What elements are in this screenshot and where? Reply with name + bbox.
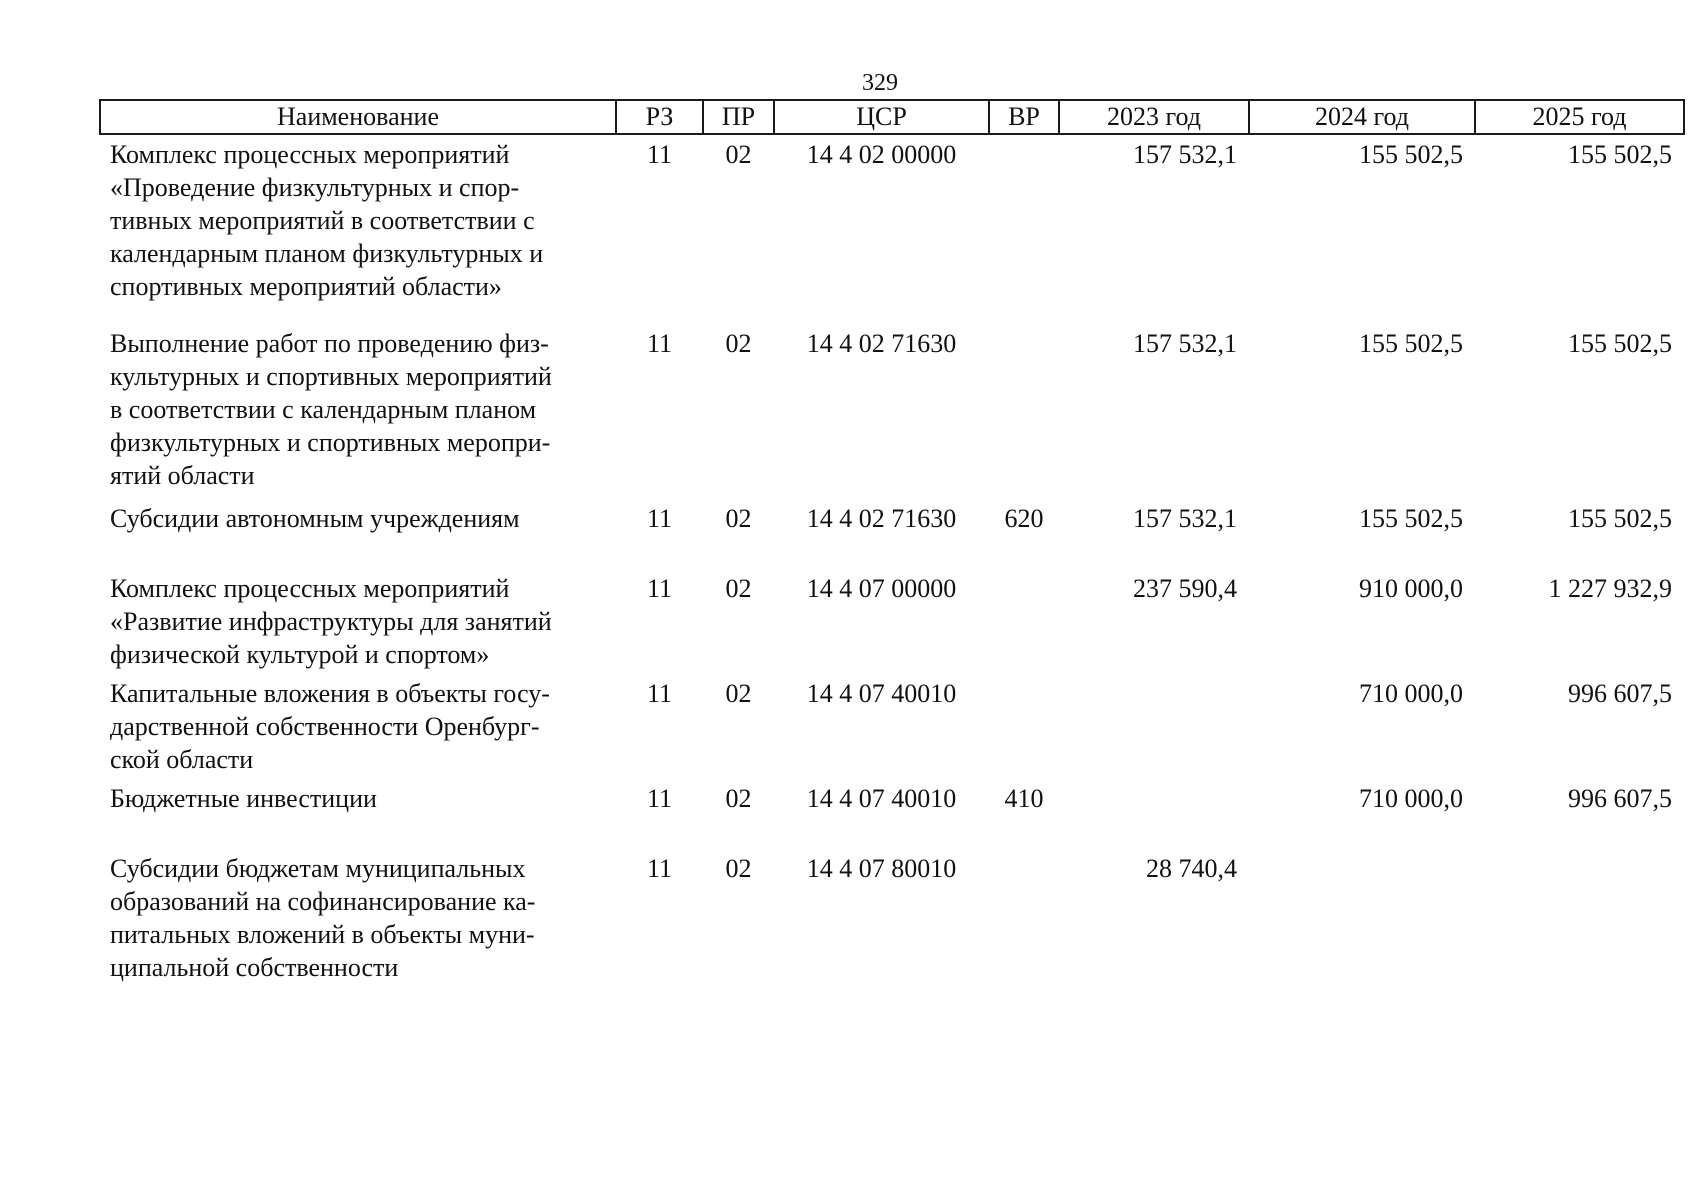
row-name-line: ской области	[110, 745, 254, 774]
row-csr: 14 4 07 00000	[806, 574, 957, 603]
row-vr	[989, 849, 1059, 984]
table-header-row	[100, 100, 1684, 134]
row-vr	[989, 674, 1059, 779]
row-name	[100, 849, 616, 984]
row-2025	[1475, 849, 1684, 984]
header-name: Наименование	[100, 100, 616, 134]
row-2024: 155 502,5	[1359, 140, 1463, 169]
header-2025: 2025 год	[1475, 100, 1684, 134]
row-rz: 11	[646, 140, 673, 169]
row-rz: 11	[646, 504, 673, 533]
row-vr: 620	[1004, 504, 1044, 533]
row-csr: 14 4 02 00000	[806, 140, 957, 169]
row-name-line: питальных вложений в объекты муни-	[110, 920, 535, 949]
row-name-line: в соответствии с календарным планом	[110, 395, 537, 424]
row-name	[100, 779, 616, 849]
row-vr	[989, 134, 1059, 324]
row-2025: 155 502,5	[1568, 329, 1672, 358]
row-2023: 237 590,4	[1133, 574, 1237, 603]
row-name-line: спортивных мероприятий области»	[110, 272, 502, 301]
row-name-line: Бюджетные инвестиции	[110, 784, 377, 813]
row-2024: 155 502,5	[1359, 329, 1463, 358]
row-pr: 02	[725, 679, 752, 708]
row-rz: 11	[646, 574, 673, 603]
row-name-line: ципальной собственности	[110, 953, 399, 982]
header-csr: ЦСР	[774, 100, 989, 134]
row-rz: 11	[646, 784, 673, 813]
row-name	[100, 499, 616, 569]
row-pr: 02	[725, 504, 752, 533]
table-row	[100, 324, 1684, 499]
row-vr	[989, 324, 1059, 499]
row-name	[100, 674, 616, 779]
row-pr: 02	[725, 329, 752, 358]
row-vr: 410	[1004, 784, 1044, 813]
row-csr: 14 4 02 71630	[806, 329, 957, 358]
row-name	[100, 134, 616, 324]
row-name-line: «Развитие инфраструктуры для занятий	[110, 607, 552, 636]
row-pr: 02	[725, 854, 752, 883]
header-2023: 2023 год	[1059, 100, 1249, 134]
row-2023	[1059, 674, 1249, 779]
row-name-line: физкультурных и спортивных меропри-	[110, 428, 551, 457]
row-name-line: Комплекс процессных мероприятий	[110, 574, 510, 603]
row-2025: 1 227 932,9	[1548, 574, 1672, 603]
header-pr: ПР	[703, 100, 774, 134]
row-2025: 996 607,5	[1568, 784, 1672, 813]
header-2024: 2024 год	[1249, 100, 1475, 134]
table-body	[100, 134, 1684, 984]
row-name-line: Субсидии бюджетам муниципальных	[110, 854, 526, 883]
row-2024: 910 000,0	[1359, 574, 1463, 603]
table-row	[100, 674, 1684, 779]
row-csr: 14 4 07 40010	[806, 679, 957, 708]
row-rz: 11	[646, 854, 673, 883]
budget-table	[99, 99, 1685, 984]
table-row	[100, 779, 1684, 849]
row-csr: 14 4 07 40010	[806, 784, 957, 813]
row-name-line: Капитальные вложения в объекты госу-	[110, 679, 550, 708]
table-row	[100, 499, 1684, 569]
row-name-line: тивных мероприятий в соответствии с	[110, 206, 535, 235]
page-number: 329	[862, 70, 898, 96]
row-name-line: Субсидии автономным учреждениям	[110, 504, 520, 533]
row-2025: 996 607,5	[1568, 679, 1672, 708]
row-rz: 11	[646, 329, 673, 358]
row-name	[100, 324, 616, 499]
row-2025: 155 502,5	[1568, 140, 1672, 169]
row-2023: 157 532,1	[1133, 504, 1237, 533]
header-rz: РЗ	[616, 100, 703, 134]
row-pr: 02	[725, 574, 752, 603]
row-2023: 157 532,1	[1133, 329, 1237, 358]
table-row	[100, 849, 1684, 984]
row-name-line: «Проведение физкультурных и спор-	[110, 173, 520, 202]
header-vr: ВР	[989, 100, 1059, 134]
row-name-line: дарственной собственности Оренбург-	[110, 712, 540, 741]
row-pr: 02	[725, 784, 752, 813]
row-2024: 155 502,5	[1359, 504, 1463, 533]
row-2024: 710 000,0	[1359, 679, 1463, 708]
row-name	[100, 569, 616, 674]
row-name-line: календарным планом физкультурных и	[110, 239, 544, 268]
row-name-line: ятий области	[110, 461, 255, 490]
table-row	[100, 569, 1684, 674]
row-vr	[989, 569, 1059, 674]
row-2023: 157 532,1	[1133, 140, 1237, 169]
row-name-line: Комплекс процессных мероприятий	[110, 140, 510, 169]
row-2025: 155 502,5	[1568, 504, 1672, 533]
row-2023	[1059, 779, 1249, 849]
row-csr: 14 4 02 71630	[806, 504, 957, 533]
row-csr: 14 4 07 80010	[806, 854, 957, 883]
row-name-line: физической культурой и спортом»	[110, 640, 490, 669]
row-name-line: Выполнение работ по проведению физ-	[110, 329, 549, 358]
row-rz: 11	[646, 679, 673, 708]
row-name-line: образований на софинансирование ка-	[110, 887, 536, 916]
row-name-line: культурных и спортивных мероприятий	[110, 362, 552, 391]
row-2024: 710 000,0	[1359, 784, 1463, 813]
table-row	[100, 134, 1684, 324]
row-pr: 02	[725, 140, 752, 169]
row-2023: 28 740,4	[1146, 854, 1237, 883]
row-2024	[1249, 849, 1475, 984]
